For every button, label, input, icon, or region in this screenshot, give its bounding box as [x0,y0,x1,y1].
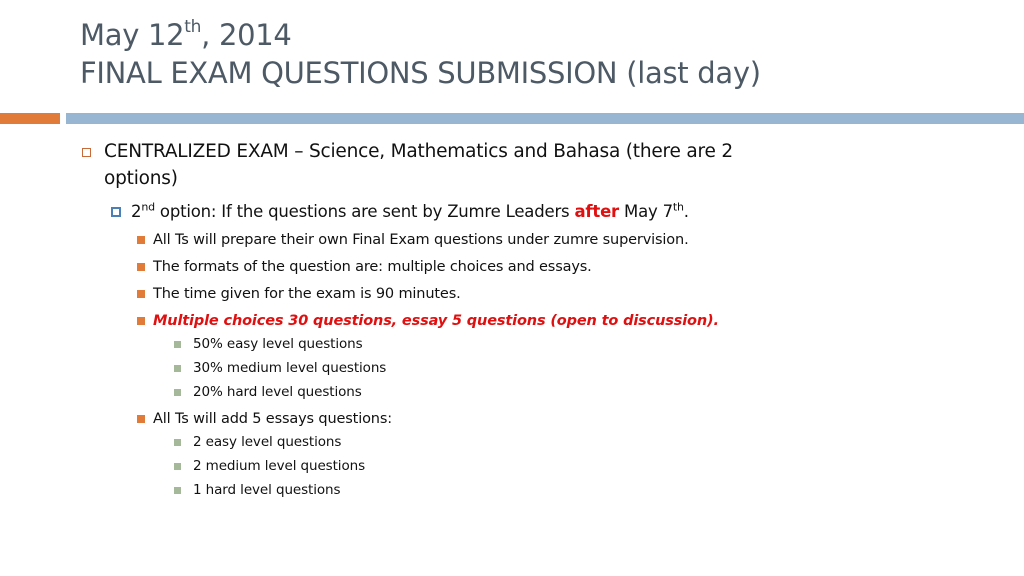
bullet-green-square-icon [174,389,181,396]
bullet-green-square-icon [174,487,181,494]
list-item: The time given for the exam is 90 minutes. [153,286,461,302]
option-date: May 7 [619,202,673,221]
bullet-orange-square-icon [137,317,145,325]
bullet-green-square-icon [174,365,181,372]
bullet-orange-square-icon [137,263,145,271]
bullet-green-square-icon [174,463,181,470]
list-item: 50% easy level questions [193,336,363,352]
title-date-sup: th [184,17,202,38]
option-emphasis: after [574,202,619,221]
list-item: The formats of the question are: multiple choices and essays. [153,259,592,275]
bullet-orange-square-icon [137,236,145,244]
bullet-orange-square-icon [137,290,145,298]
main-bullet-line2: options) [104,168,178,189]
list-item-highlight: Multiple choices 30 questions, essay 5 questions (open to discussion). [153,313,719,329]
list-item: All Ts will add 5 essays questions: [153,411,392,427]
list-item: All Ts will prepare their own Final Exam questions under zumre supervision. [153,232,689,248]
bullet-orange-square-icon [137,415,145,423]
title-heading-line: FINAL EXAM QUESTIONS SUBMISSION (last day) [80,56,761,90]
option-date-sup: th [672,200,684,214]
option-text: option: If the questions are sent by Zumre Leaders [154,202,575,221]
option-end: . [683,202,689,221]
bullet-blue-square-icon [111,207,121,217]
list-item: 2 medium level questions [193,458,366,474]
list-item: 2 easy level questions [193,434,342,450]
option-2-text [131,200,689,224]
list-item: 20% hard level questions [193,384,362,400]
title-date-prefix: May 12 [80,18,185,52]
bullet-hollow-square-icon [82,148,91,157]
list-item: 1 hard level questions [193,482,341,498]
option-num: 2 [131,202,142,221]
main-bullet-line1: CENTRALIZED EXAM – Science, Mathematics and Bahasa (there are 2 [104,141,733,162]
option-num-sup: nd [141,200,155,214]
bullet-green-square-icon [174,341,181,348]
bullet-green-square-icon [174,439,181,446]
title-date-suffix: , 2014 [201,18,292,52]
list-item: 30% medium level questions [193,360,387,376]
